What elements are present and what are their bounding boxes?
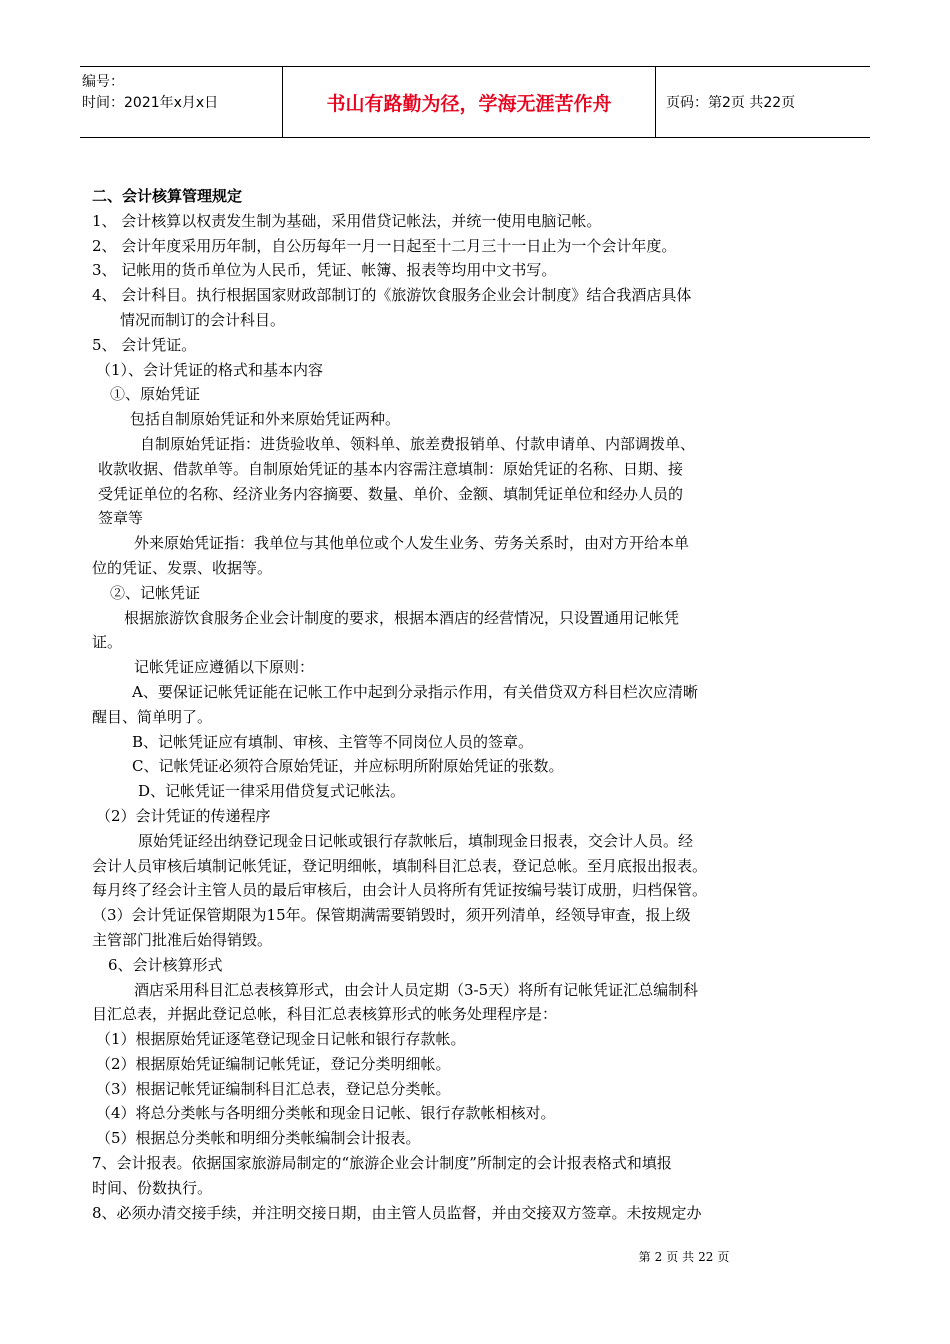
footer-middle: 页 共 [666,1250,695,1264]
section-heading: 二、会计核算管理规定 [92,187,243,205]
body-line: 每月终了经会计主管人员的最后审核后，由会计人员将所有凭证按编号装订成册，归档保管。 [92,881,708,900]
body-line: （2）会计凭证的传递程序 [96,806,271,825]
body-line: 原始凭证经出纳登记现金日记帐或银行存款帐后，填制现金日报表，交会计人员。经 [138,831,694,850]
body-line: 记帐凭证应遵循以下原则： [134,658,315,677]
body-line: 会计人员审核后填制记帐凭证，登记明细帐，填制科目汇总表，登记总帐。至月底报出报表。 [92,856,708,875]
body-line: 时间、份数执行。 [92,1178,213,1197]
body-line: ②、记帐凭证 [110,583,201,602]
footer-suffix: 页 [717,1250,730,1264]
body-line: 5、 会计凭证。 [92,335,197,354]
body-line: 证。 [92,633,123,652]
body-line: 根据旅游饮食服务企业会计制度的要求，根据本酒店的经营情况，只设置通用记帐凭 [124,608,680,627]
body-line: 签章等 [98,509,144,528]
footer-total-pages: 22 [698,1250,714,1264]
body-line: ①、原始凭证 [110,385,201,404]
body-line: 外来原始凭证指：我单位与其他单位或个人发生业务、劳务关系时，由对方开给本单 [134,534,690,553]
body-line: 3、 记帐用的货币单位为人民币，凭证、帐簿、报表等均用中文书写。 [92,261,557,280]
body-line: （1）根据原始凭证逐笔登记现金日记帐和银行存款帐。 [96,1030,466,1049]
document-time-label: 时间：2021年x月x日 [82,95,219,111]
page-header [80,66,870,138]
body-line: 醒目、简单明了。 [92,707,213,726]
body-line: 1、 会计核算以权责发生制为基础，采用借贷记帐法，并统一使用电脑记帐。 [92,211,602,230]
body-line: D、记帐凭证一律采用借贷复式记帐法。 [138,782,406,801]
body-line: B、记帐凭证应有填制、审核、主管等不同岗位人员的签章。 [132,732,534,751]
body-line: 主管部门批准后始得销毁。 [92,930,273,949]
body-line: （2）根据原始凭证编制记帐凭证，登记分类明细帐。 [96,1054,451,1073]
body-line: 自制原始凭证指：进货验收单、领料单、旅差费报销单、付款申请单、内部调拨单、 [140,434,696,453]
body-line: 受凭证单位的名称、经济业务内容摘要、数量、单价、金额、填制凭证单位和经办人员的 [98,484,684,503]
body-line: 收款收据、借款单等。自制原始凭证的基本内容需注意填制：原始凭证的名称、日期、接 [98,459,684,478]
body-line: 7、会计报表。依据国家旅游局制定的“旅游企业会计制度”所制定的会计报表格式和填报 [92,1154,672,1173]
body-line: 6、会计核算形式 [108,955,223,974]
header-page-label: 页码：第2页 共22页 [666,95,796,111]
header-motto: 书山有路勤为径，学海无涯苦作舟 [282,67,656,137]
body-line: A、要保证记帐凭证能在记帐工作中起到分录指示作用，有关借贷双方科目栏次应清晰 [132,682,698,701]
body-line: 2、 会计年度采用历年制，自公历每年一月一日起至十二月三十一日止为一个会计年度。 [92,236,677,255]
body-line: 位的凭证、发票、收据等。 [92,558,273,577]
page-footer [0,1248,950,1265]
body-line: C、记帐凭证必须符合原始凭证，并应标明所附原始凭证的张数。 [132,757,564,776]
body-line: 4、 会计科目。执行根据国家财政部制订的《旅游饮食服务企业会计制度》结合我酒店具体 [92,286,692,305]
body-line: 包括自制原始凭证和外来原始凭证两种。 [130,410,401,429]
footer-prefix: 第 [638,1250,651,1264]
body-line: （3）会计凭证保管期限为15年。保管期满需要销毁时，须开列清单，经领导审查，报上级 [92,906,691,925]
document-body [92,184,872,1225]
body-line: （1）、会计凭证的格式和基本内容 [96,360,324,379]
body-line: （5）根据总分类帐和明细分类帐编制会计报表。 [96,1129,421,1148]
body-line: 情况而制订的会计科目。 [120,310,286,329]
header-meta [80,67,282,137]
body-line: （4）将总分类帐与各明细分类帐和现金日记帐、银行存款帐相核对。 [96,1104,556,1123]
footer-current-page: 2 [654,1250,663,1264]
body-line: 酒店采用科目汇总表核算形式，由会计人员定期（3-5天）将所有记帐凭证汇总编制科 [134,980,699,999]
body-line: 目汇总表，并据此登记总帐，科目汇总表核算形式的帐务处理程序是： [92,1005,558,1024]
document-number-label: 编号： [82,74,124,90]
body-line: 8、必须办清交接手续，并注明交接日期，由主管人员监督，并由交接双方签章。未按规定办 [92,1203,702,1222]
body-line: （3）根据记帐凭证编制科目汇总表，登记总分类帐。 [96,1079,451,1098]
